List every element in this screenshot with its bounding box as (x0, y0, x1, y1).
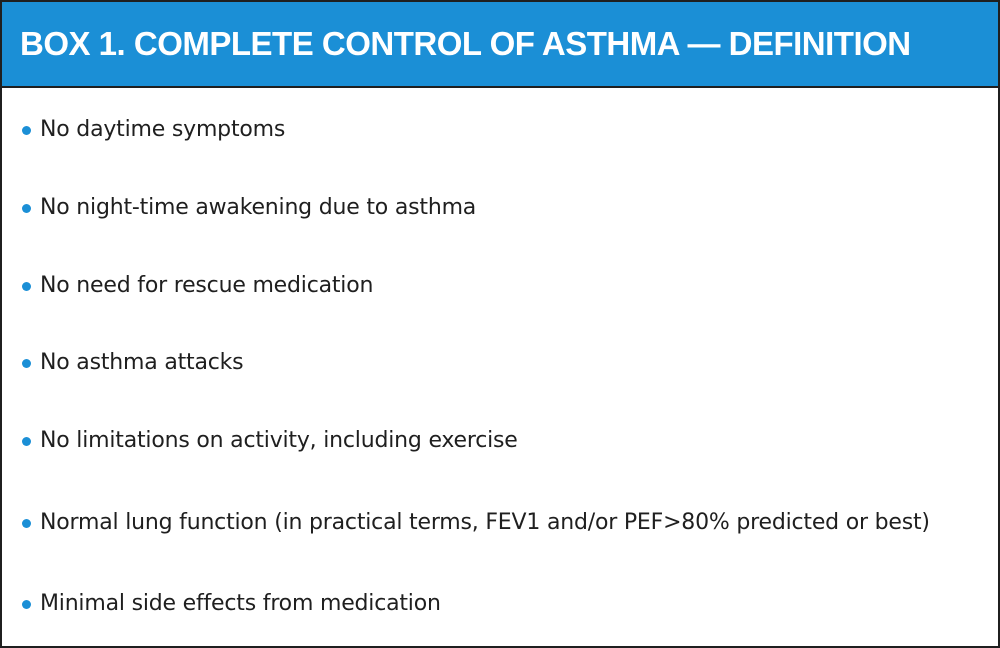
bullet-dot-icon (22, 204, 31, 213)
list-item-text: No need for rescue medication (40, 273, 374, 298)
box-title: BOX 1. COMPLETE CONTROL OF ASTHMA — DEFINITION (20, 25, 911, 62)
bullet-dot-icon (22, 600, 31, 609)
bullet-dot-icon (22, 437, 31, 446)
list-item-text: Minimal side effects from medication (40, 591, 441, 616)
bullet-dot-icon (22, 519, 31, 528)
list-item (22, 114, 285, 146)
list-item-text: No daytime symptoms (40, 117, 286, 142)
list-item-text: Normal lung function (in practical terms, FEV1 and/or PEF>80% predicted or best) (40, 510, 930, 535)
bullet-dot-icon (22, 126, 31, 135)
box-header (2, 2, 998, 88)
list-item-text: No limitations on activity, including exercise (40, 428, 518, 453)
list-item-text: No night-time awakening due to asthma (40, 195, 477, 220)
bullet-dot-icon (22, 282, 31, 291)
bullet-dot-icon (22, 359, 31, 368)
list-item-text: No asthma attacks (40, 350, 244, 375)
list-item (22, 507, 930, 539)
list-item (22, 192, 476, 224)
list-item (22, 588, 441, 620)
list-item (22, 270, 373, 302)
list-item (22, 425, 518, 457)
list-item (22, 347, 243, 379)
